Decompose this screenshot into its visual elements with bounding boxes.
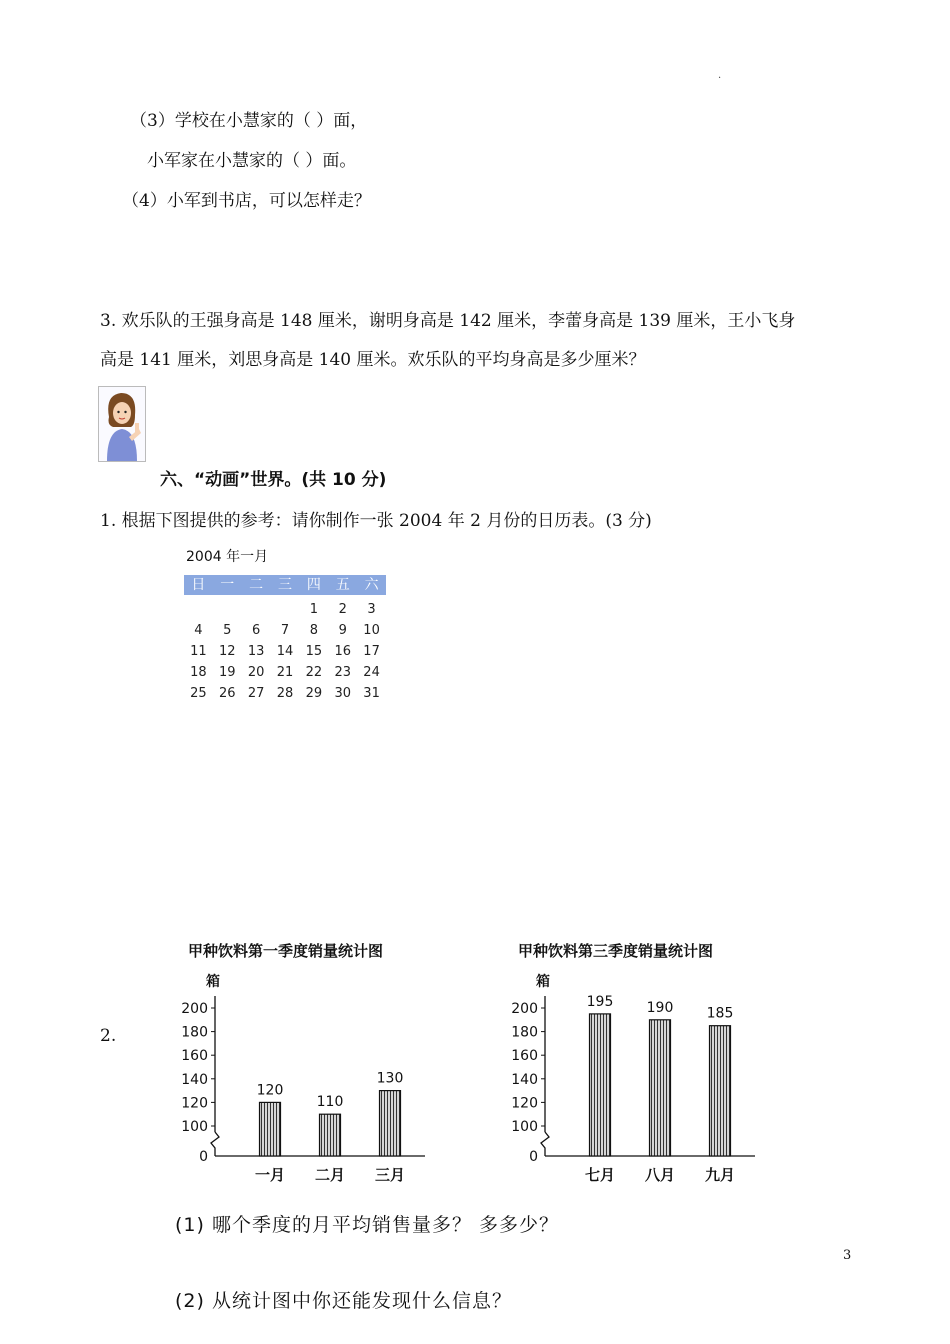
bar [650,1020,671,1156]
calendar-day: 22 [305,665,323,680]
calendar-day: 3 [367,602,376,617]
x-category-label: 一月 [254,1166,286,1184]
calendar-weekday: 日 [184,575,213,595]
y-axis-unit: 箱 [536,974,550,990]
calendar-day: 16 [334,644,351,659]
calendar-day: 8 [309,623,318,638]
calendar-day: 11 [190,644,207,659]
teacher-illustration [98,386,146,462]
y-tick-label: 100 [181,1119,208,1135]
calendar-day: 26 [219,686,236,701]
question-2-part-3-line-1: （3）学校在小慧家的（ ）面， [130,111,368,131]
section-6-question-2-label: 2. [100,1026,117,1046]
calendar-day: 5 [223,623,232,638]
x-category-label: 七月 [584,1166,616,1184]
calendar-day: 23 [334,665,351,680]
question-2-part-4: （4）小军到书店，可以怎样走？ [122,191,371,211]
y-tick-label: 120 [181,1095,208,1112]
calendar-day: 29 [305,686,323,701]
calendar-day: 9 [338,623,347,638]
y-axis-unit: 箱 [206,974,220,990]
y-tick-label: 180 [181,1024,208,1041]
x-category-label: 三月 [374,1166,406,1184]
calendar-day: 24 [363,665,380,680]
calendar-day [271,599,300,620]
sub-question-1: (1) 哪个季度的月平均销售量多？ 多多少？ [175,1214,559,1236]
y-tick-label: 100 [511,1119,538,1135]
top-mark: . [718,70,722,81]
calendar-weekday: 六 [357,575,386,595]
calendar-day: 12 [219,644,236,659]
calendar-day: 6 [251,623,261,638]
y-tick-label: 160 [511,1048,538,1065]
x-category-label: 八月 [644,1166,676,1184]
calendar-weekday: 三 [271,575,300,595]
y-tick-label: 0 [529,1149,538,1165]
calendar-day [242,599,271,620]
calendar-day: 14 [276,644,294,659]
calendar-day: 19 [219,665,236,680]
y-tick-label: 200 [181,1001,208,1017]
bar [380,1091,401,1156]
calendar-day: 1 [309,602,318,617]
y-tick-label: 180 [511,1024,538,1041]
bar [590,1014,611,1156]
question-3-line-1: 3. 欢乐队的王强身高是 148 厘米，谢明身高是 142 厘米，李蕾身高是 139 厘米，王小飞身 [100,311,796,331]
calendar-weekday: 一 [213,575,242,595]
bar [320,1114,341,1156]
calendar-day: 10 [363,623,380,638]
calendar-day: 25 [190,686,207,701]
bar [710,1026,731,1156]
bar-value-label: 120 [256,1082,284,1099]
calendar-day: 7 [280,623,290,638]
calendar-day: 15 [305,644,323,659]
y-axis-break [541,1132,549,1156]
bar [260,1102,281,1156]
calendar-day: 21 [276,665,294,680]
section-6-question-1: 1. 根据下图提供的参考：请你制作一张 2004 年 2 月份的日历表。(3 分) [100,511,652,531]
question-3-line-2: 高是 141 厘米，刘思身高是 140 厘米。欢乐队的平均身高是多少厘米？ [100,350,646,370]
bar-value-label: 130 [376,1070,404,1087]
section-6-heading: 六、“动画”世界。(共 10 分) [160,470,387,490]
sub-question-2: (2) 从统计图中你还能发现什么信息？ [175,1290,512,1312]
bar-value-label: 195 [586,993,614,1010]
y-tick-label: 140 [511,1071,538,1088]
bar-value-label: 110 [316,1094,344,1111]
x-category-label: 九月 [704,1166,736,1184]
calendar-day: 31 [363,686,380,701]
x-category-label: 二月 [314,1166,346,1184]
calendar-day [184,599,213,620]
y-tick-label: 0 [199,1149,208,1165]
chart-title: 甲种饮料第一季度销量统计图 [188,942,384,960]
bar-chart-q1 [170,930,470,1195]
calendar-weekday: 四 [299,575,328,595]
calendar-day: 2 [338,602,347,617]
calendar-day: 18 [190,665,207,680]
calendar-grid [184,575,386,704]
y-tick-label: 120 [511,1095,538,1112]
y-tick-label: 160 [181,1048,208,1065]
y-tick-label: 140 [181,1071,208,1088]
bar-value-label: 185 [706,1005,734,1022]
bar-value-label: 190 [646,999,674,1016]
calendar-day: 17 [363,644,380,659]
y-axis-break [211,1132,219,1156]
calendar-day: 28 [276,686,294,701]
calendar-title: 2004 年一月 [186,549,269,565]
bar-chart-q3 [500,930,800,1195]
calendar-day: 4 [194,623,203,638]
y-tick-label: 200 [511,1001,538,1017]
chart-title: 甲种饮料第三季度销量统计图 [518,942,714,960]
calendar-weekday: 五 [328,575,357,595]
page-number: 3 [843,1248,852,1263]
calendar-weekday: 二 [242,575,271,595]
calendar-day: 20 [247,665,265,680]
calendar-day [213,599,242,620]
question-2-part-3-line-2: 小军家在小慧家的（ ）面。 [147,151,357,171]
calendar-day: 27 [247,686,265,701]
calendar-day: 13 [247,644,265,659]
calendar [184,546,386,704]
calendar-day: 30 [334,686,351,701]
